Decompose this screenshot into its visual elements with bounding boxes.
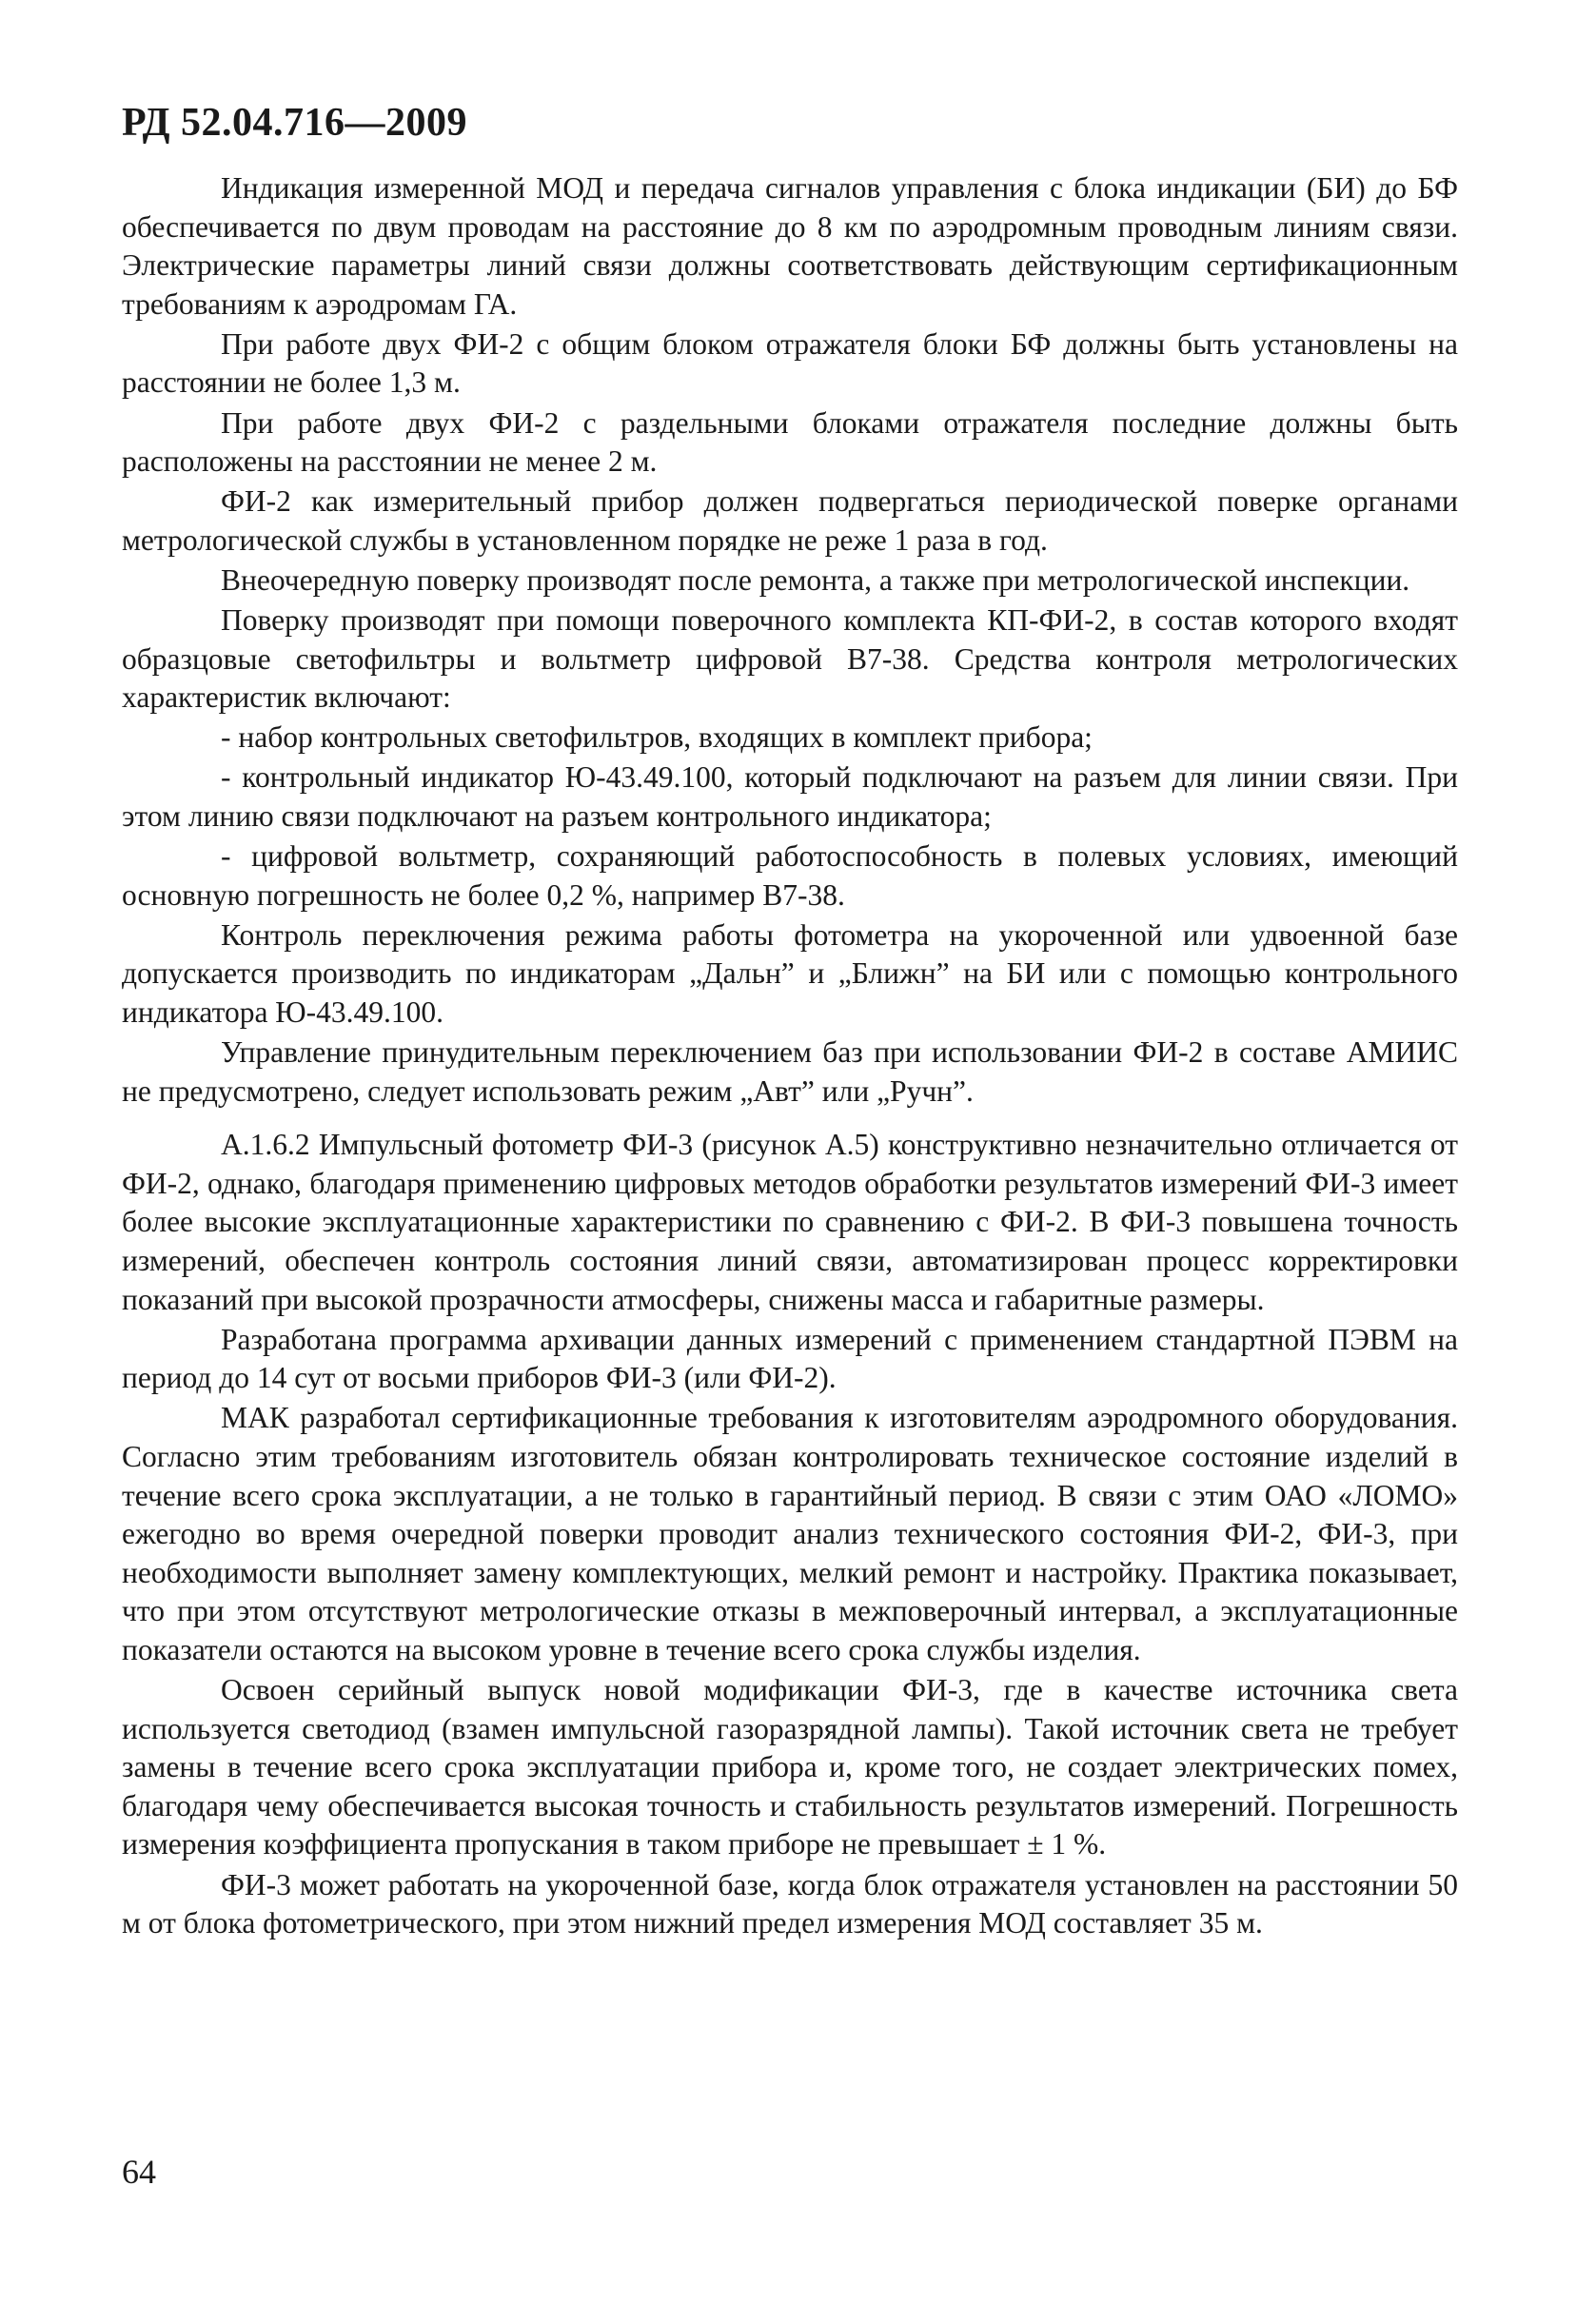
document-code-header: РД 52.04.716—2009: [122, 101, 468, 145]
list-item-voltmeter: - цифровой вольтметр, сохраняющий работоспособность в полевых условиях, имеющий основную погрешность не более 0,2 %, например В7-38.: [122, 839, 1458, 912]
list-item-control-indicator: - контрольный индикатор Ю-43.49.100, который подключают на разъем для линии связи. При этом линию связи подключают на разъем контрольного индикатора;: [122, 760, 1458, 833]
paragraph-forced-switching: Управление принудительным переключением баз при использовании ФИ-2 в составе АМИИС не предусмотрено, следует использовать режим „Авт” или „Ручн”.: [122, 1035, 1458, 1108]
body-text: [122, 169, 1458, 1944]
paragraph-extraordinary-verification: Внеочередную поверку производят после ремонта, а также при метрологической инспекции.: [221, 562, 1410, 597]
paragraph-short-base: ФИ-3 может работать на укороченной базе, когда блок отражателя установлен на расстоянии 50 м от блока фотометрического, при этом нижний предел измерения МОД составляет 35 м.: [122, 1867, 1458, 1940]
paragraph-led-modification: Освоен серийный выпуск новой модификации ФИ-3, где в качестве источника света используется светодиод (взамен импульсной газоразрядной лампы). Такой источник света не требует замены в течение всего срока эксплуатации прибора и, кроме того, не создает электрических помех, благодаря чему обеспечивается высокая точность и стабильность результатов измерений. Погрешность измерения коэффициента пропускания в таком приборе не превышает ± 1 %.: [122, 1673, 1458, 1861]
page-number: 64: [122, 2153, 156, 2191]
paragraph-fi3-section: А.1.6.2 Импульсный фотометр ФИ-3 (рисунок А.5) конструктивно незначительно отличается от ФИ-2, однако, благодаря применению цифровых методов обработки результатов измерений ФИ-3 имеет более высокие эксплуатационные характеристики по сравнению с ФИ-2. В ФИ-3 повышена точность измерений, обеспечен контроль состояния линий связи, автоматизирован процесс корректировки показаний при высокой прозрачности атмосферы, снижены масса и габаритные размеры.: [122, 1128, 1458, 1316]
paragraph-verification-kit: Поверку производят при помощи поверочного комплекта КП-ФИ-2, в состав которого входят образцовые светофильтры и вольтметр цифровой В7-38. Средства контроля метрологических характеристик включают:: [122, 603, 1458, 715]
paragraph-indication: Индикация измеренной МОД и передача сигналов управления с блока индикации (БИ) до БФ обеспечивается по двум проводам на расстояние до 8 км по аэродромным проводным линиям связи. Электрические параметры линий связи должны соответствовать действующим сертификационным требованиям к аэродромам ГА.: [122, 171, 1458, 321]
paragraph-common-reflector: При работе двух ФИ-2 с общим блоком отражателя блоки БФ должны быть установлены на расстоянии не более 1,3 м.: [122, 326, 1458, 400]
paragraph-periodic-verification: ФИ-2 как измерительный прибор должен подвергаться периодической поверке органами метрологической службы в установленном порядке не реже 1 раза в год.: [122, 484, 1458, 557]
list-item-filters: - набор контрольных светофильтров, входящих в комплект прибора;: [221, 720, 1093, 755]
paragraph-mak-requirements: МАК разработал сертификационные требования к изготовителям аэродромного оборудования. Согласно этим требованиям изготовитель обязан контролировать техническое состояние изделий в течение всего срока эксплуатации, а не только в гарантийный период. В связи с этим ОАО «ЛОМО» ежегодно во время очередной поверки проводит анализ технического состояния ФИ-2, ФИ-3, при необходимости выполняет замену комплектующих, мелкий ремонт и настройку. Практика показывает, что при этом отсутствуют метрологические отказы в межповерочный интервал, а эксплуатационные показатели остаются на высоком уровне в течение всего срока службы изделия.: [122, 1401, 1458, 1666]
paragraph-mode-switch-control: Контроль переключения режима работы фотометра на укороченной или удвоенной базе допускается производить по индикаторам „Дальн” и „Ближн” на БИ или с помощью контрольного индикатора Ю-43.49.100.: [122, 917, 1458, 1029]
paragraph-separate-reflectors: При работе двух ФИ-2 с раздельными блоками отражателя последние должны быть расположены на расстоянии не менее 2 м.: [122, 405, 1458, 479]
paragraph-archiving-program: Разработана программа архивации данных измерений с применением стандартной ПЭВМ на период до 14 сут от восьми приборов ФИ-3 (или ФИ-2).: [122, 1322, 1458, 1395]
